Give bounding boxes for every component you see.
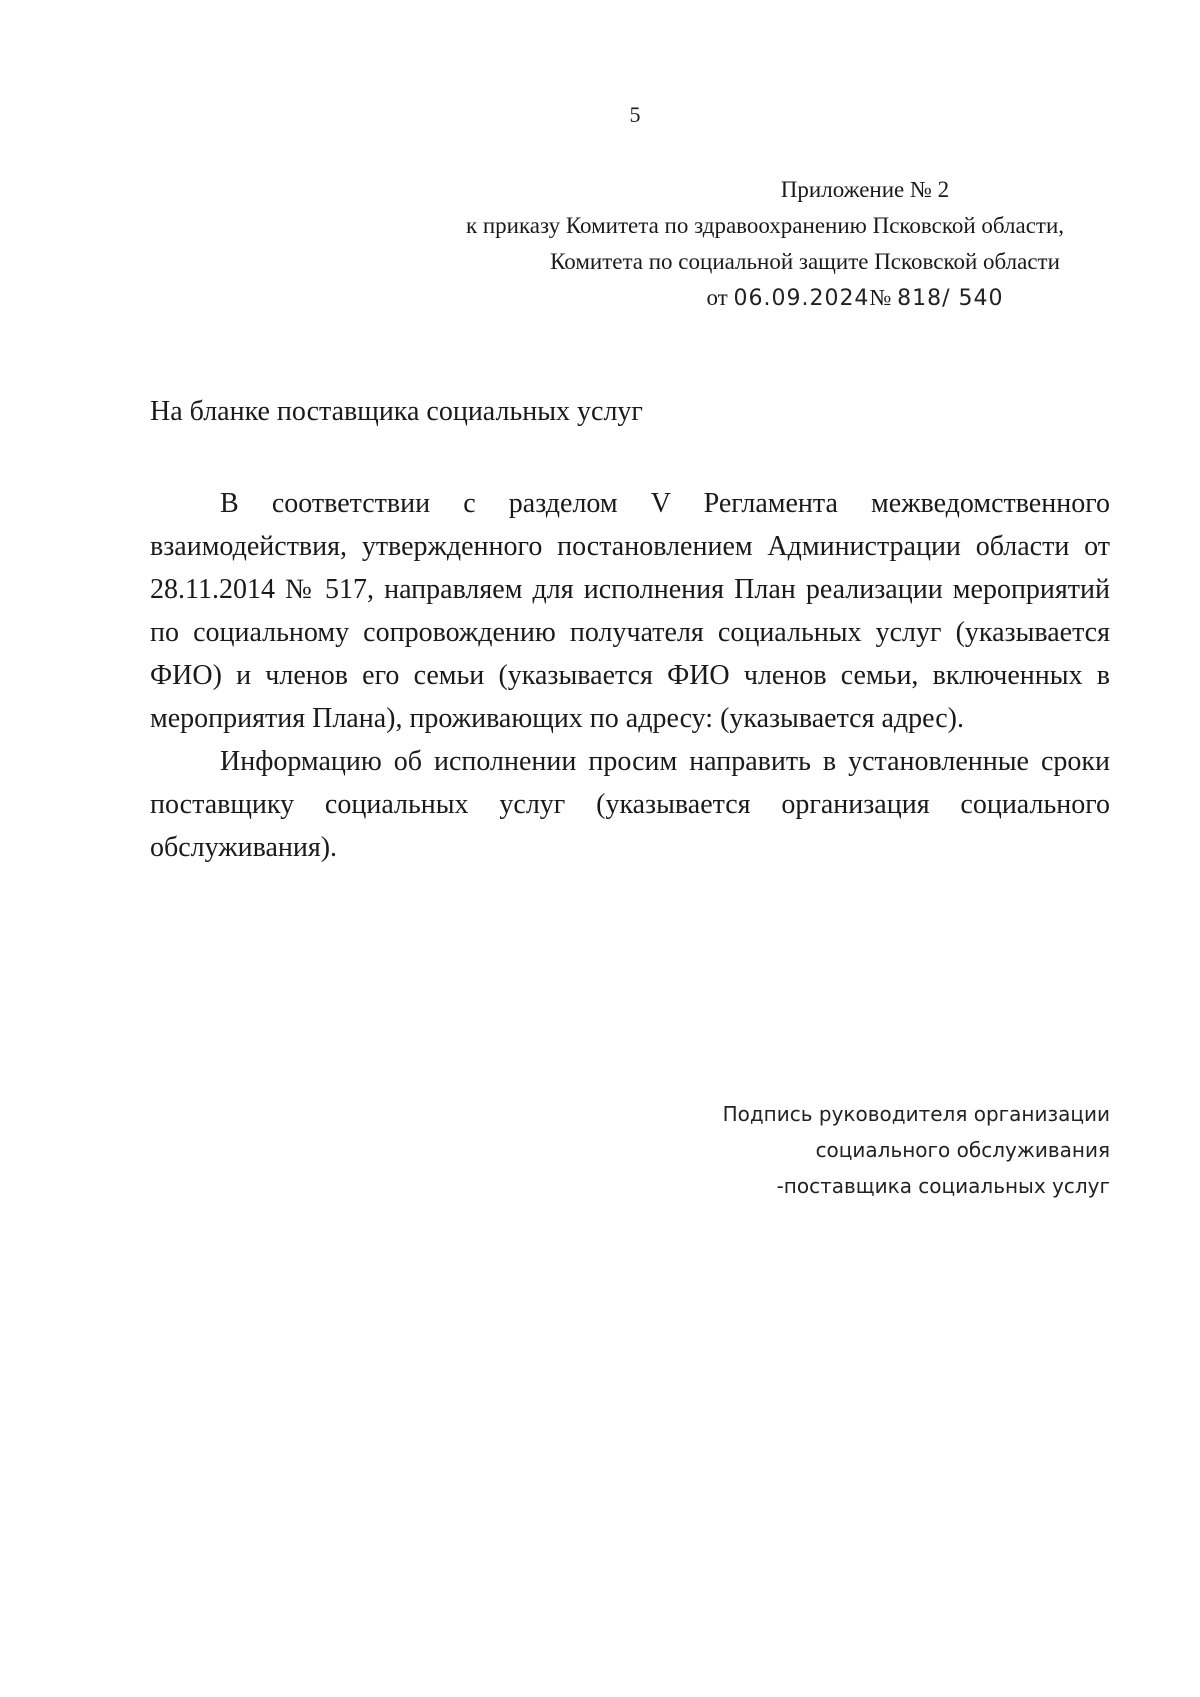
appendix-handwritten-number: 818/ 540 [897,286,1004,311]
appendix-title: Приложение № 2 [780,177,950,202]
appendix-date-line [430,280,1100,317]
letter-body [150,482,1110,869]
appendix-date-prefix: от [706,285,728,310]
appendix-number-sign: № [869,285,892,310]
appendix-order-reference: к приказу Комитета по здравоохранению Псковской области, [465,213,1065,238]
appendix-handwritten-date: 06.09.2024 [733,286,870,311]
signature-line-3: -поставщика социальных услуг [776,1174,1110,1198]
appendix-header [430,172,1100,317]
signature-line-1: Подпись руководителя организации [722,1102,1110,1126]
signature-caption [650,1096,1110,1204]
appendix-committee: Комитета по социальной защите Псковской области [550,249,1060,274]
blank-heading: На бланке поставщика социальных услуг [150,396,643,427]
signature-line-2: социального обслуживания [815,1138,1110,1162]
page-number: 5 [629,102,641,127]
body-paragraph-1: В соответствии с разделом V Регламента межведомственного взаимодействия, утвержденного постановлением Администрации области от 28.11.2014 № 517, направляем для исполнения План реализации мероприятий по социальному сопровождению получателя социальных услуг (указывается ФИО) и членов его семьи (указывается ФИО членов семьи, включенных в мероприятия Плана), проживающих по адресу: (указывается адрес). [150,488,1110,734]
body-paragraph-2: Информацию об исполнении просим направить в установленные сроки поставщику социальных услуг (указывается организация социального обслуживания). [150,746,1110,863]
